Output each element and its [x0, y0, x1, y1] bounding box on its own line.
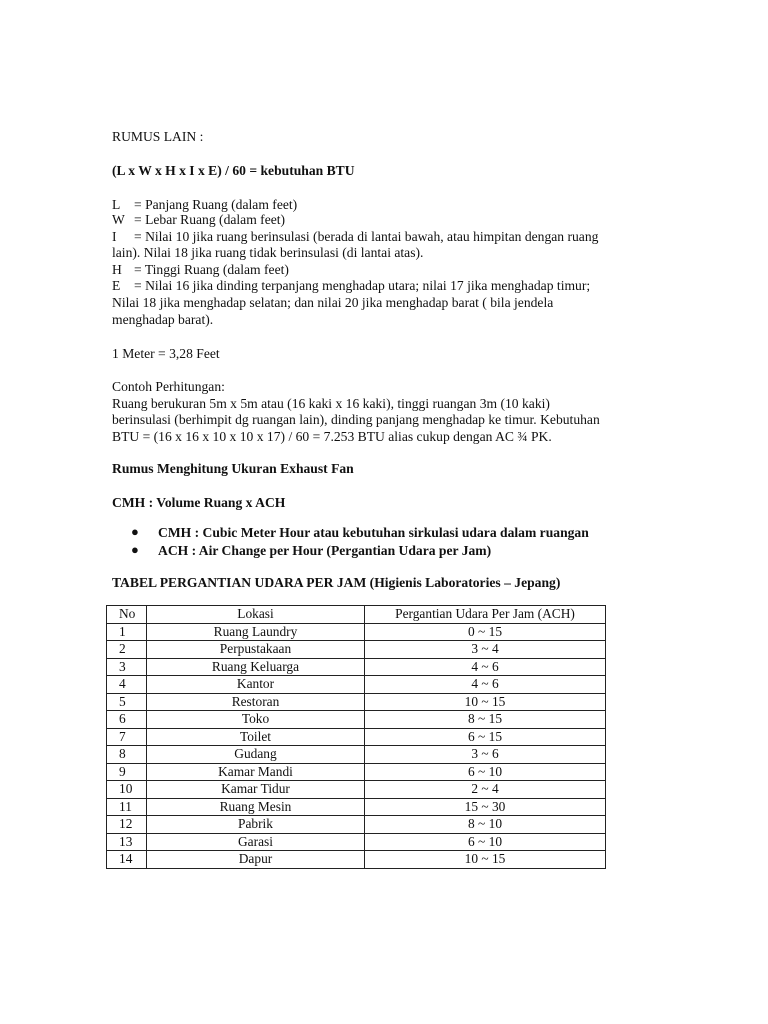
table-row — [107, 641, 606, 659]
definition-symbol: W — [112, 212, 125, 227]
cell-no: 3 — [107, 658, 147, 676]
cell-ach: 4 ~ 6 — [365, 658, 606, 676]
definition-symbol: E — [112, 278, 121, 293]
cell-lokasi: Dapur — [147, 851, 365, 869]
table-row — [107, 763, 606, 781]
table-body — [107, 623, 606, 868]
definition-text: = Lebar Ruang (dalam feet) — [134, 212, 286, 227]
cell-lokasi: Kantor — [147, 676, 365, 694]
definition-symbol: I — [112, 229, 117, 244]
cell-no: 14 — [107, 851, 147, 869]
bullet-icon: ● — [131, 524, 139, 539]
definition-continuation: Nilai 18 jika menghadap selatan; dan nilai 20 jika menghadap barat ( bila jendela — [112, 295, 554, 310]
cell-no: 6 — [107, 711, 147, 729]
bullet-icon: ● — [131, 542, 139, 557]
table-row — [107, 816, 606, 834]
cell-lokasi: Ruang Laundry — [147, 623, 365, 641]
exhaust-title: Rumus Menghitung Ukuran Exhaust Fan — [112, 461, 354, 476]
table-row — [107, 693, 606, 711]
cell-ach: 3 ~ 4 — [365, 641, 606, 659]
cell-ach: 15 ~ 30 — [365, 798, 606, 816]
table-header-row — [107, 606, 606, 624]
cell-lokasi: Ruang Mesin — [147, 798, 365, 816]
cell-no: 1 — [107, 623, 147, 641]
cmh-formula: CMH : Volume Ruang x ACH — [112, 495, 286, 510]
cell-lokasi: Restoran — [147, 693, 365, 711]
cell-lokasi: Kamar Mandi — [147, 763, 365, 781]
cell-no: 8 — [107, 746, 147, 764]
table-row — [107, 676, 606, 694]
cell-ach: 10 ~ 15 — [365, 851, 606, 869]
cell-ach: 10 ~ 15 — [365, 693, 606, 711]
definition-text: = Panjang Ruang (dalam feet) — [134, 197, 298, 212]
cell-ach: 8 ~ 10 — [365, 816, 606, 834]
table-row — [107, 746, 606, 764]
table-row — [107, 851, 606, 869]
cell-ach: 3 ~ 6 — [365, 746, 606, 764]
cell-lokasi: Pabrik — [147, 816, 365, 834]
table-title: TABEL PERGANTIAN UDARA PER JAM (Higienis Laboratories – Jepang) — [112, 575, 561, 590]
table-row — [107, 623, 606, 641]
ach-table — [106, 605, 606, 869]
heading-rumus-lain: RUMUS LAIN : — [112, 129, 204, 144]
cell-lokasi: Toko — [147, 711, 365, 729]
definition-line — [112, 228, 598, 245]
table-row — [107, 728, 606, 746]
cell-no: 13 — [107, 833, 147, 851]
cell-no: 12 — [107, 816, 147, 834]
definition-line — [112, 261, 289, 278]
definition-symbol: L — [112, 197, 121, 212]
cell-lokasi: Toilet — [147, 728, 365, 746]
cell-ach: 4 ~ 6 — [365, 676, 606, 694]
table-row — [107, 798, 606, 816]
definition-line — [112, 277, 590, 294]
cell-ach: 6 ~ 10 — [365, 763, 606, 781]
cell-no: 11 — [107, 798, 147, 816]
header-lokasi: Lokasi — [147, 606, 365, 624]
cell-no: 7 — [107, 728, 147, 746]
table-row — [107, 711, 606, 729]
definition-symbol: H — [112, 262, 122, 277]
cell-no: 9 — [107, 763, 147, 781]
example-line: berinsulasi (berhimpit dg ruangan lain), dinding panjang menghadap ke timur. Kebutuhan — [112, 412, 600, 427]
cell-lokasi: Perpustakaan — [147, 641, 365, 659]
cell-lokasi: Gudang — [147, 746, 365, 764]
example-line: Ruang berukuran 5m x 5m atau (16 kaki x 16 kaki), tinggi ruangan 3m (10 kaki) — [112, 396, 550, 411]
header-ach: Pergantian Udara Per Jam (ACH) — [365, 606, 606, 624]
example-line: BTU = (16 x 16 x 10 x 10 x 17) / 60 = 7.253 BTU alias cukup dengan AC ¾ PK. — [112, 429, 552, 444]
cell-lokasi: Ruang Keluarga — [147, 658, 365, 676]
cell-no: 2 — [107, 641, 147, 659]
cell-lokasi: Kamar Tidur — [147, 781, 365, 799]
cell-no: 5 — [107, 693, 147, 711]
cell-no: 10 — [107, 781, 147, 799]
definition-text: = Tinggi Ruang (dalam feet) — [134, 262, 289, 277]
definition-continuation: menghadap barat). — [112, 312, 214, 327]
header-no: No — [107, 606, 147, 624]
cell-no: 4 — [107, 676, 147, 694]
cell-ach: 0 ~ 15 — [365, 623, 606, 641]
table-row — [107, 833, 606, 851]
cell-lokasi: Garasi — [147, 833, 365, 851]
definition-continuation: lain). Nilai 18 jika ruang tidak berinsulasi (di lantai atas). — [112, 245, 424, 260]
definition-line — [112, 211, 285, 228]
btu-formula: (L x W x H x I x E) / 60 = kebutuhan BTU — [112, 163, 355, 178]
cell-ach: 6 ~ 15 — [365, 728, 606, 746]
cell-ach: 8 ~ 15 — [365, 711, 606, 729]
definition-text: = Nilai 16 jika dinding terpanjang menghadap utara; nilai 17 jika menghadap timur; — [134, 278, 591, 293]
cell-ach: 2 ~ 4 — [365, 781, 606, 799]
table-row — [107, 781, 606, 799]
conversion-note: 1 Meter = 3,28 Feet — [112, 346, 220, 361]
table-row — [107, 658, 606, 676]
example-title: Contoh Perhitungan: — [112, 379, 225, 394]
definition-text: = Nilai 10 jika ruang berinsulasi (berada di lantai bawah, atau himpitan dengan ruang — [134, 229, 599, 244]
cell-ach: 6 ~ 10 — [365, 833, 606, 851]
bullet-cmh: CMH : Cubic Meter Hour atau kebutuhan sirkulasi udara dalam ruangan — [158, 525, 589, 540]
bullet-ach: ACH : Air Change per Hour (Pergantian Udara per Jam) — [158, 543, 492, 558]
